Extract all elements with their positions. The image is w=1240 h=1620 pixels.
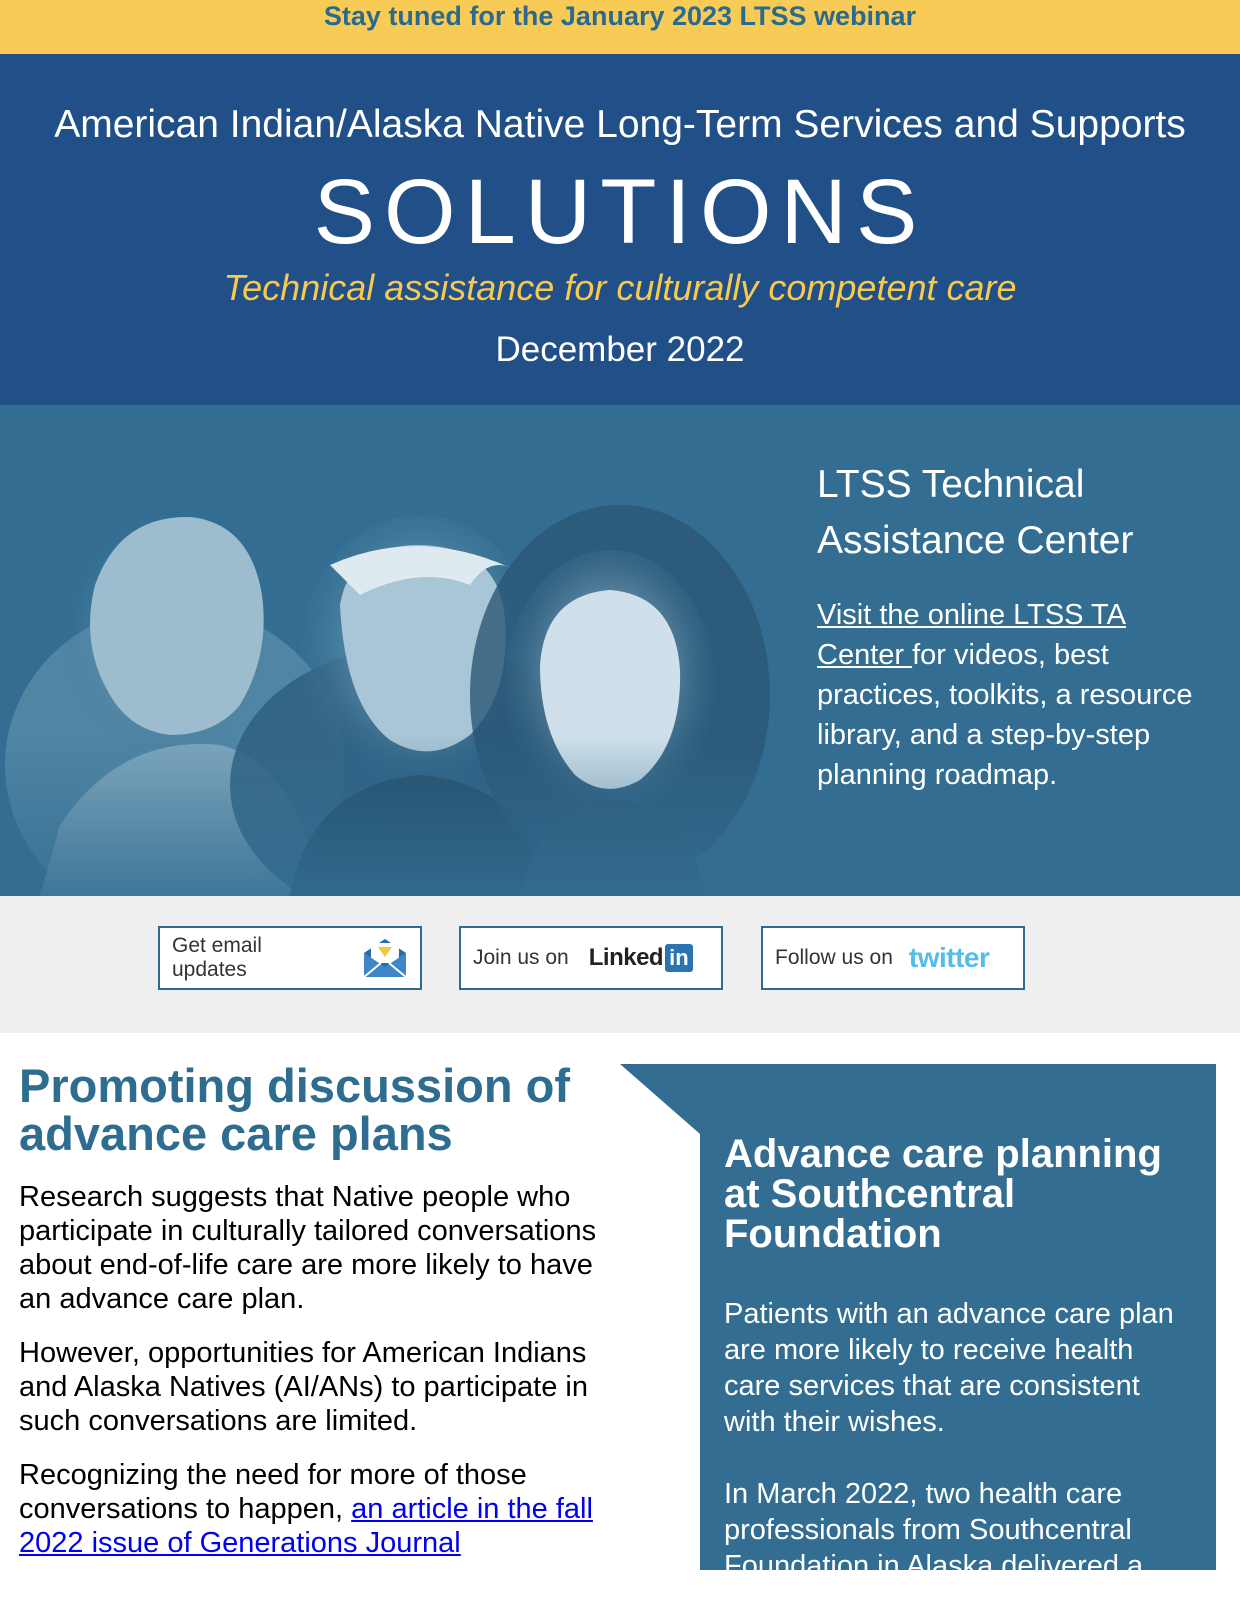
corner-notch-decoration	[620, 1064, 700, 1134]
linkedin-label: Join us on	[473, 946, 569, 969]
ta-center-panel	[817, 457, 1217, 795]
ta-center-body-text: for videos, best practices, toolkits, a resource library, and a step-by-step planning roadmap.	[817, 639, 1193, 791]
linkedin-logo-box: in	[665, 944, 693, 972]
article-paragraph-2: However, opportunities for American Indians and Alaska Natives (AI/ANs) to participate in such conversations are limited.	[19, 1337, 588, 1437]
issue-date: December 2022	[495, 330, 745, 369]
sidebar-paragraph-1: Patients with an advance care plan are more likely to receive health care services that are consistent with their wishes.	[724, 1298, 1174, 1438]
elders-portrait-image	[0, 405, 790, 896]
advance-care-article	[19, 1059, 599, 1580]
email-updates-label: Get email updates	[172, 934, 262, 981]
linkedin-logo: Linked	[588, 944, 664, 971]
ta-center-description	[817, 595, 1217, 795]
ta-center-link[interactable]: Visit the online LTSS TA Center	[817, 599, 1126, 671]
newsletter-title: SOLUTIONS	[313, 161, 927, 263]
email-updates-button[interactable]	[158, 926, 422, 990]
newsletter-tagline: Technical assistance for culturally competent care	[223, 267, 1017, 308]
envelope-icon	[362, 937, 408, 979]
sidebar-paragraph-2: In March 2022, two health care professionals from Southcentral Foundation in Alaska delivered a	[724, 1478, 1144, 1582]
ta-center-title: LTSS Technical Assistance Center	[817, 463, 1134, 562]
article-paragraph-1: Research suggests that Native people who participate in culturally tailored conversations about end-of-life care are more likely to have an advance care plan.	[19, 1181, 597, 1315]
generations-article-link[interactable]: an article in the fall 2022 issue of Generations Journal	[19, 1493, 593, 1559]
article-paragraph-3: Recognizing the need for more of those conversations to happen, an article in the fall 2022 issue of Generations Journal	[19, 1459, 593, 1559]
program-name: American Indian/Alaska Native Long-Term Services and Supports	[54, 103, 1186, 146]
sidebar-left-gutter	[620, 1134, 700, 1570]
sidebar-content	[724, 1134, 1194, 1620]
sidebar-title: Advance care planning at Southcentral Foundation	[724, 1132, 1162, 1256]
social-links-bar	[0, 896, 1240, 1033]
banner-text: Stay tuned for the January 2023 LTSS webinar	[323, 1, 917, 31]
masthead	[0, 54, 1240, 405]
twitter-button[interactable]	[761, 926, 1025, 990]
twitter-label: Follow us on	[775, 946, 893, 969]
twitter-logo: twitter	[908, 942, 990, 973]
article-title: Promoting discussion of advance care plans	[19, 1059, 570, 1160]
southcentral-sidebar	[620, 1064, 1216, 1582]
hero-section	[0, 405, 1240, 896]
top-announcement-banner[interactable]	[0, 0, 1240, 54]
linkedin-button[interactable]	[459, 926, 723, 990]
